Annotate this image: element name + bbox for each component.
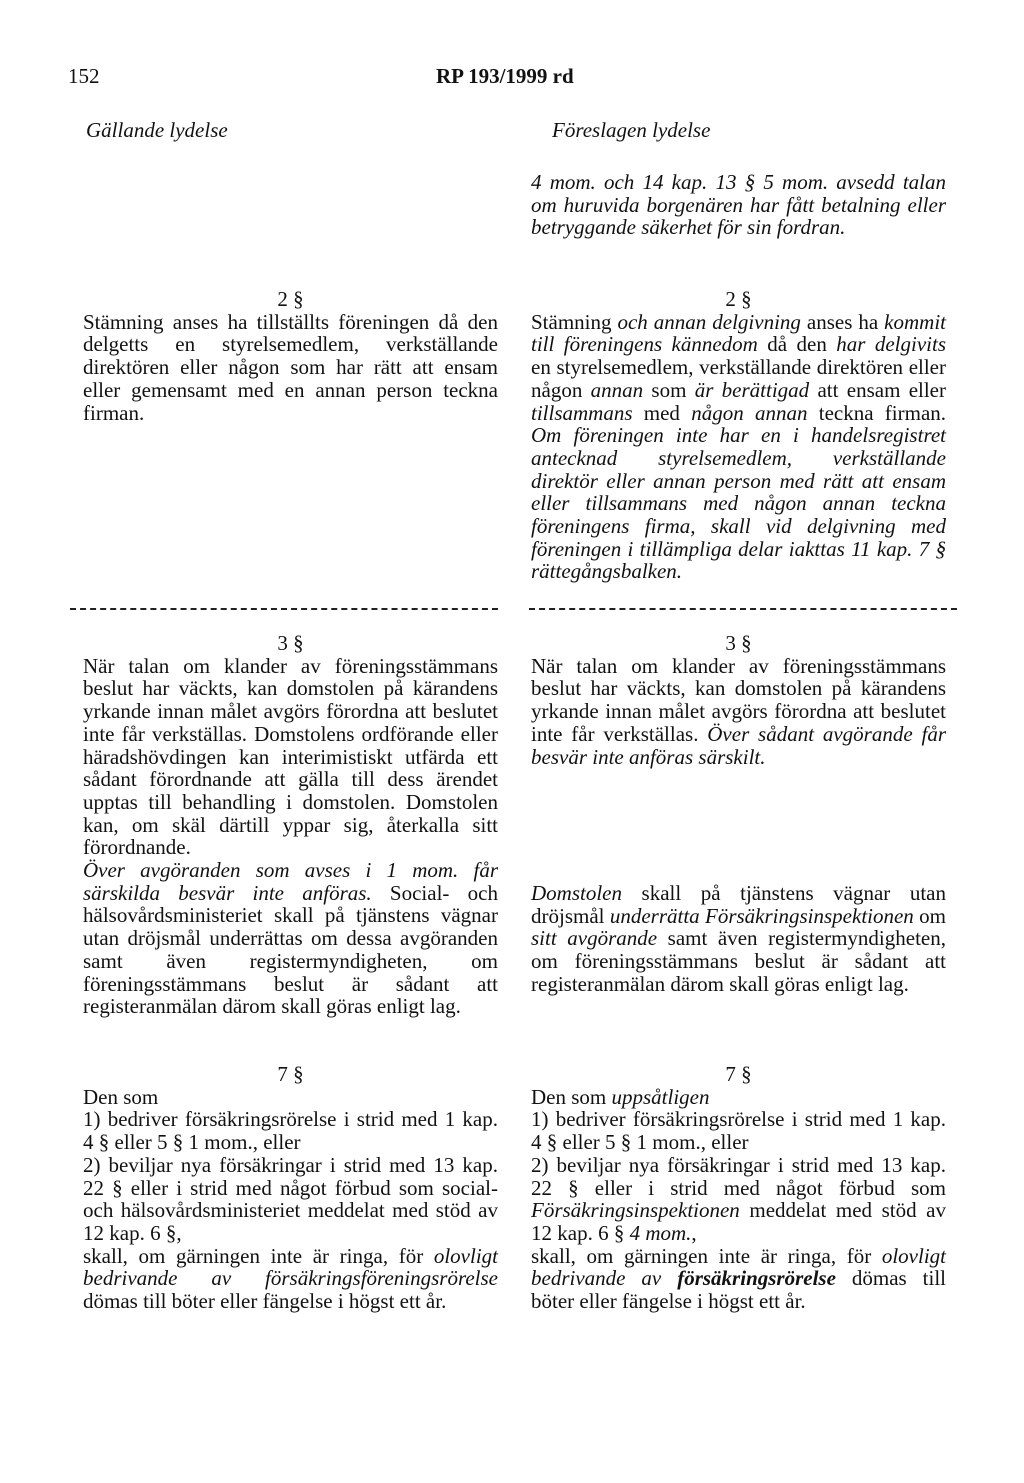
sec7-right-end-italic: olovligt bedrivande av [531, 1243, 946, 1291]
left-section-2 [83, 288, 498, 424]
section-7-heading-right: 7 § [725, 1062, 752, 1086]
sec3-part: samt även registermyndigheten, om föreningsstämmans beslut är sådant att registeranmälan därom skall göras enligt lag. [531, 926, 946, 996]
sec7-left-end-post: dömas till böter eller fängelse i högst ett år. [83, 1289, 447, 1314]
section-2-text-left: Stämning anses ha tillställts föreningen då den delgetts en styrelsemedlem, verkställande direktören eller någon som har rätt att ensam eller gemensamt med en annan person teckna firman. [83, 309, 498, 425]
section-3-p1-right [531, 655, 946, 769]
sec2-part: då den [757, 332, 837, 357]
left-column-heading: Gällande lydelse [86, 118, 228, 142]
sec2-part: Stämning [531, 309, 618, 334]
sec2-part: teckna firman. [807, 400, 947, 425]
section-2-heading-right: 2 § [725, 287, 752, 311]
sec2-part: en styrelsemedlem, verkställande direktören eller någon [531, 355, 946, 402]
sec2-part: kommit till föreningens kännedom [531, 309, 946, 357]
section-3-heading-left: 3 § [277, 631, 304, 655]
section-3-heading-right: 3 § [725, 631, 752, 655]
sec7-right-item2-mid: meddelat med stöd av 12 kap. 6 § [531, 1198, 946, 1245]
sec3-part: skall på tjänstens vägnar utan dröjsmål [531, 881, 946, 928]
sec3-right-p1: När talan om klander av föreningsstämmans beslut har väckts, kan domstolen på kärandens yrkande innan målet avgörs förordna att beslutet inte får verkställas. [531, 653, 946, 746]
sec2-part: annan [590, 377, 644, 402]
right-section-7 [531, 1063, 946, 1313]
dashed-separator-right [529, 608, 957, 610]
sec2-part: har delgivits [836, 332, 946, 357]
sec2-part: att ensam eller [809, 377, 946, 402]
sec7-right-item2-pre: 2) beviljar nya försäkringar i strid med 13 kap. 22 § eller i strid med något förbud som [531, 1152, 946, 1200]
sec3-part: Domstolen [531, 881, 622, 905]
sec2-part: anses ha [800, 309, 885, 334]
section-3-p2-right [531, 882, 946, 996]
sec2-part: tillsammans [531, 400, 633, 425]
section-7-item2-left: 2) beviljar nya försäkringar i strid med 13 kap. 22 § eller i strid med något förbud som social- och hälsovårdsministeriet meddelat med stöd av 12 kap. 6 §, [83, 1152, 498, 1245]
right-column-heading: Föreslagen lydelse [552, 118, 711, 142]
section-3-p1-left: När talan om klander av föreningsstämmans beslut har väckts, kan domstolen på kärandens yrkande innan målet avgörs förordna att beslutet inte får verkställas. Domstolens ordförande eller häradshövdingen kan interimistiskt utfärda ett sådant förordnande att gälla till dess ärendet upptas till behandling i domstolen. Domstolen kan, om skäl därtill yppar sig, återkalla sitt förordnande. [83, 653, 498, 860]
sec3-left-rest: Social- och hälsovårdsministeriet skall på tjänstens vägnar utan dröjsmål underrättas om dessa avgöranden samt även registermyndigheten, om föreningsstämmans beslut är sådant att registeranmälan därom skall göras enligt lag. [83, 880, 498, 1019]
section-7-intro-right [531, 1086, 946, 1109]
right-section-3 [531, 632, 946, 768]
sec2-part: någon annan [691, 400, 808, 425]
sec7-left-end-italic: olovligt bedrivande av försäkringsföreningsrörelse [83, 1243, 498, 1291]
sec7-right-end-pre: skall, om gärningen inte är ringa, för [531, 1243, 882, 1268]
sec3-part: om [913, 903, 946, 928]
left-section-3 [83, 632, 498, 1018]
sec3-part: sitt avgörande [531, 926, 658, 951]
sec3-left-italic: Över avgöranden som avses i 1 mom. får särskilda besvär inte anföras. [83, 858, 498, 905]
sec3-right-p1-italic: Över sådant avgörande får besvär inte anföras särskilt. [531, 721, 946, 769]
sec2-part: är berättigad [694, 377, 810, 402]
sec2-part: och annan delgivning [617, 309, 801, 334]
right-intro-block [531, 171, 946, 239]
sec7-right-item2-post: , [691, 1220, 697, 1245]
section-7-intro-left: Den som [83, 1084, 159, 1109]
sec3-part: underrätta Försäkringsinspektionen [609, 903, 914, 928]
left-section-7 [83, 1063, 498, 1313]
sec7-right-item2-italic2: 4 mom. [629, 1220, 692, 1245]
section-7-item1-left: 1) bedriver försäkringsrörelse i strid med 1 kap. 4 § eller 5 § 1 mom., eller [83, 1107, 498, 1155]
sec7-right-end-bold: försäkringsrörelse [677, 1266, 836, 1291]
dashed-separator-left [70, 608, 498, 610]
sec7-right-intro: Den som [531, 1084, 612, 1109]
section-7-item1-right: 1) bedriver försäkringsrörelse i strid med 1 kap. 4 § eller 5 § 1 mom., eller [531, 1107, 946, 1155]
sec2-part: med [632, 400, 692, 425]
sec7-right-item2-italic: Försäkringsinspektionen [531, 1198, 740, 1223]
right-section-2 [531, 288, 946, 583]
section-2-heading-left: 2 § [277, 287, 304, 311]
sec7-right-end-post: dömas till böter eller fängelse i högst ett år. [531, 1266, 947, 1314]
right-section-3-paragraph-2 [531, 882, 946, 996]
document-reference: RP 193/1999 rd [436, 64, 574, 88]
section-7-end-right [531, 1245, 946, 1313]
sec2-part: Om föreningen inte har en i handelsregistret antecknad styrelsemedlem, verkställande direktör eller annan person med rätt att ensam eller tillsammans med någon annan teckna föreningens firma, skall vid delgivning med föreningen i tillämpliga delar iakttas 11 kap. 7 § rättegångsbalken. [531, 423, 946, 584]
right-intro-text: 4 mom. och 14 kap. 13 § 5 mom. avsedd talan om huruvida borgenären har fått betalning eller betryggande säkerhet för sin fordran. [531, 170, 946, 240]
sec7-right-intro-italic: uppsåtligen [611, 1084, 710, 1109]
section-7-end-left [83, 1245, 498, 1313]
section-3-p2-left [83, 859, 498, 1018]
page-number: 152 [68, 64, 100, 88]
sec7-left-end-pre: skall, om gärningen inte är ringa, för [83, 1243, 434, 1268]
section-7-heading-left: 7 § [277, 1062, 304, 1086]
section-7-item2-right [531, 1154, 946, 1245]
sec2-part: som [643, 377, 695, 402]
section-2-text-right [531, 311, 946, 583]
